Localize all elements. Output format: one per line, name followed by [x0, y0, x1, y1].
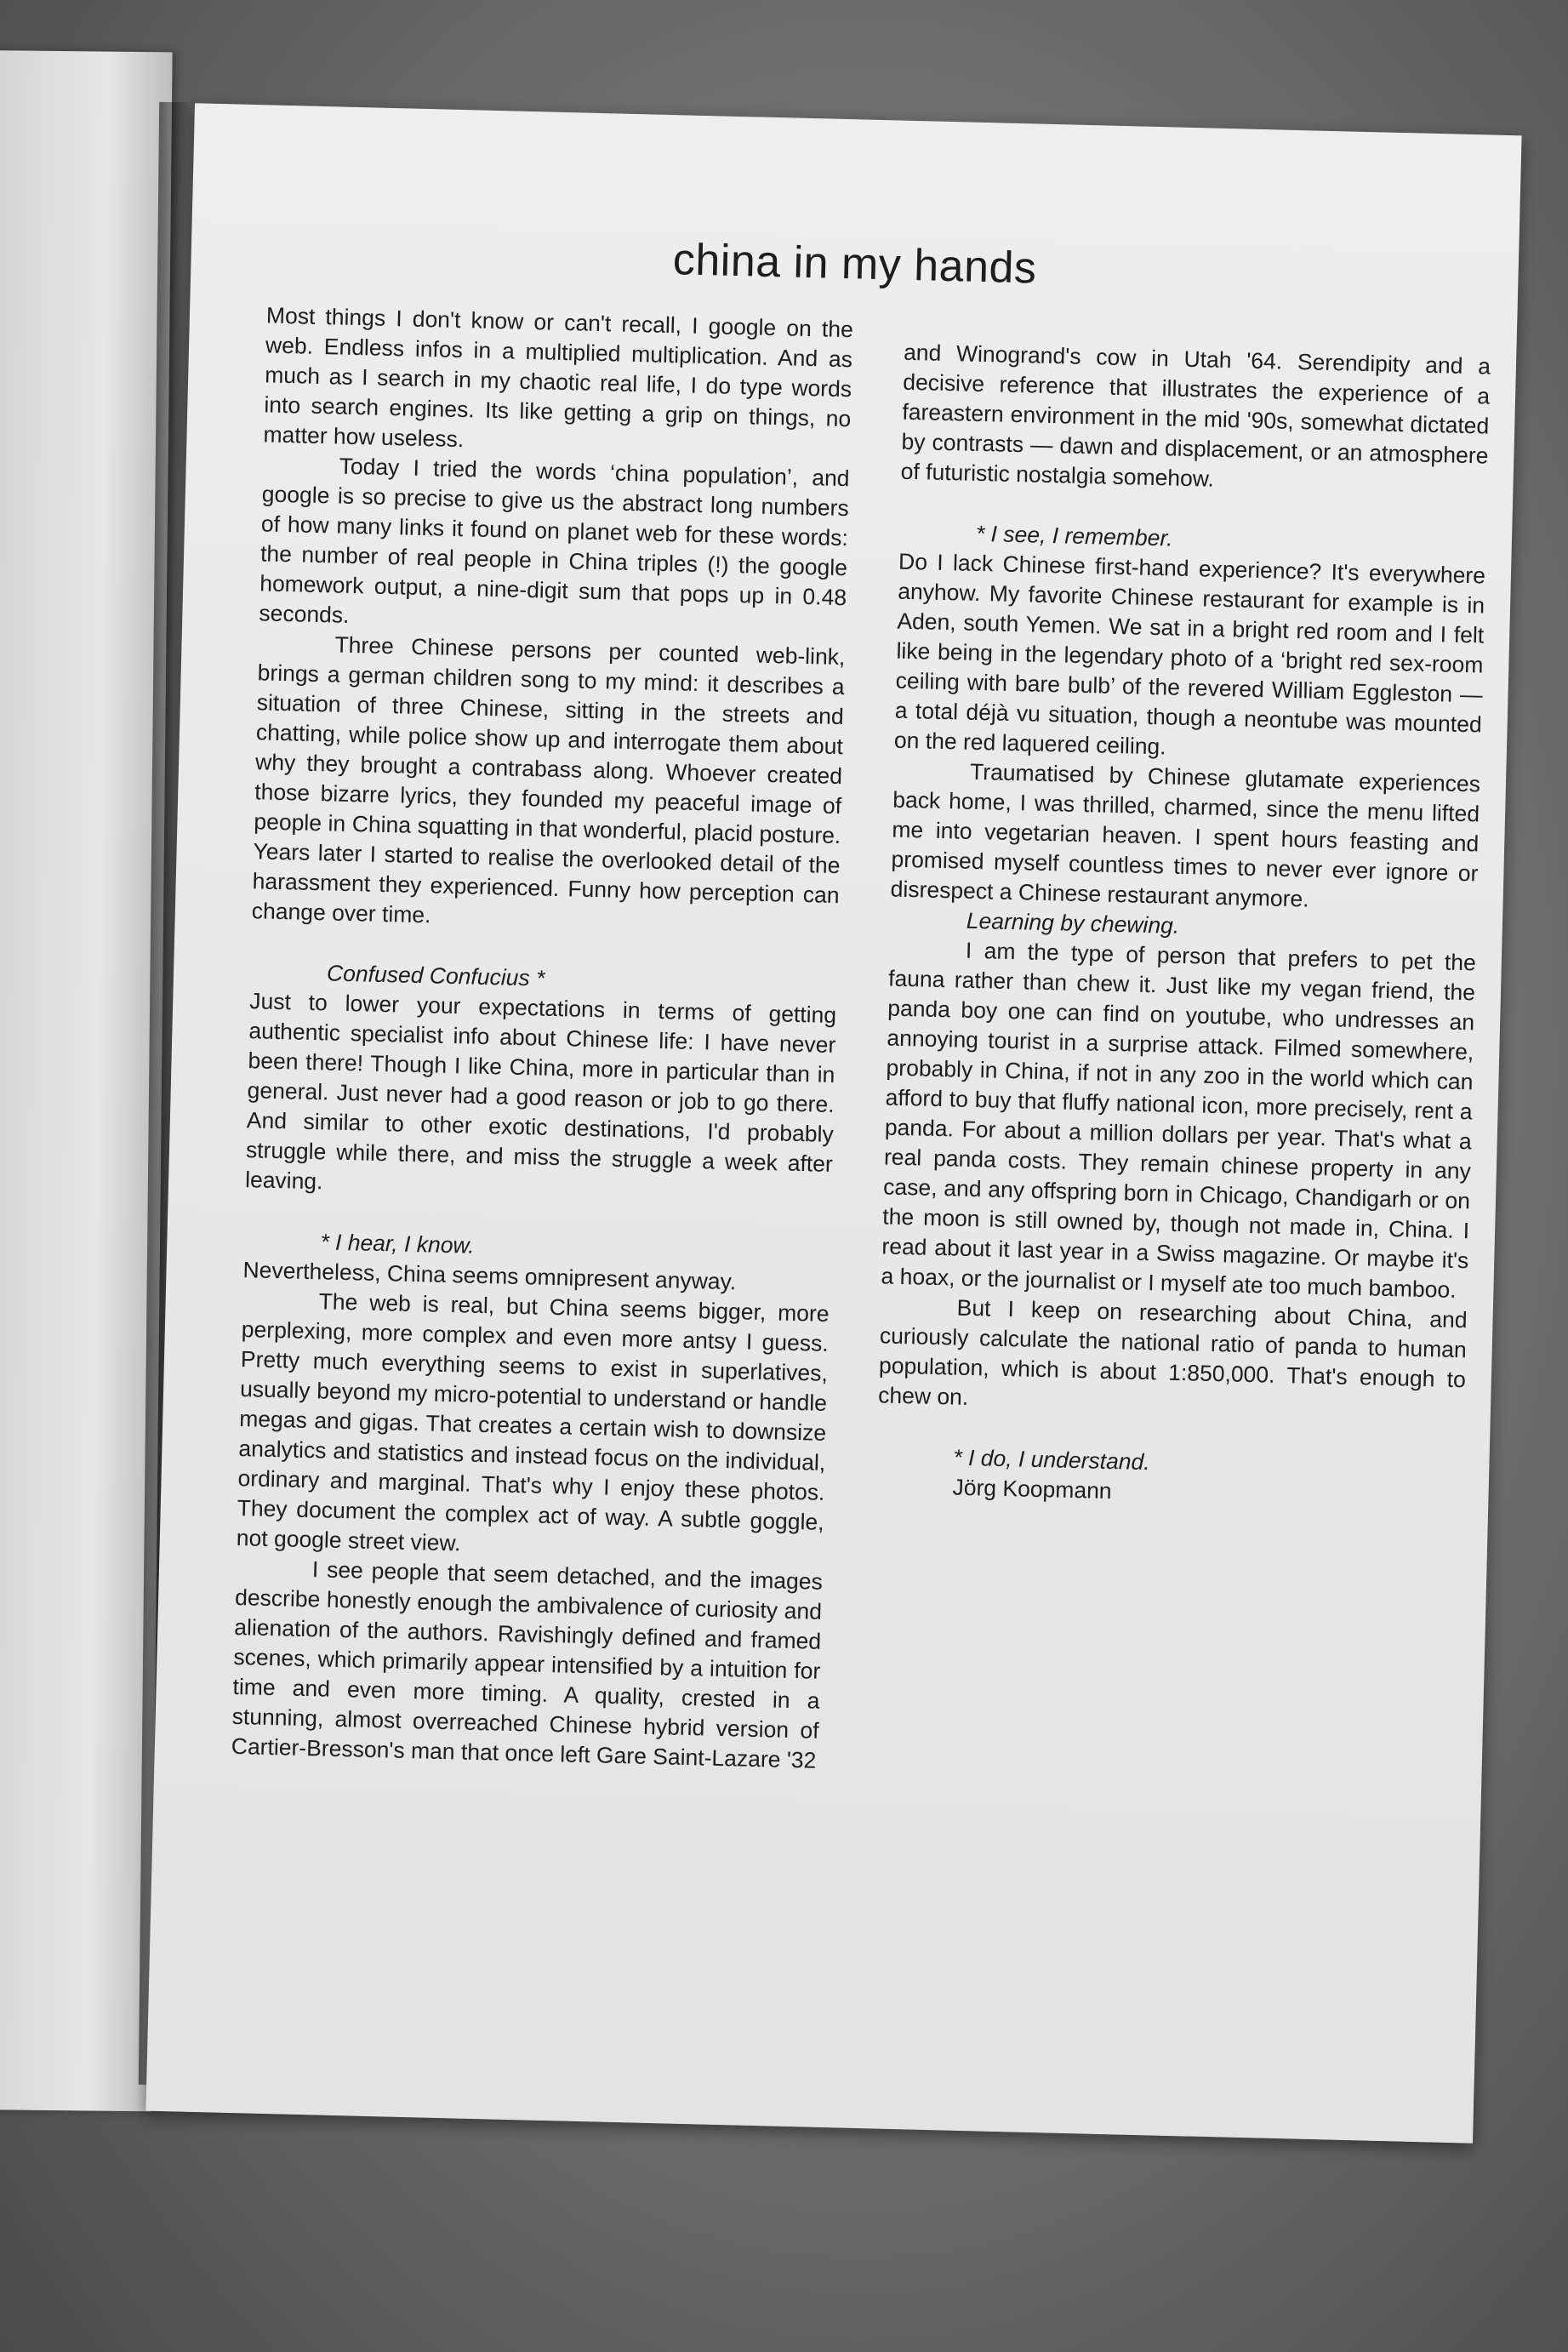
section-note: * I do, I understand.: [953, 1444, 1151, 1476]
section-note: * I see, I remember.: [975, 520, 1174, 551]
paragraph: The web is real, but China seems bigger, more perplexing, more complex and even more antsy I guess. Pretty much everything seems to exist in superlatives, usually beyond my micro-potential to understand or handle megas and gigas. That creates a certain wish to downsize analytics and statistics and instead focus on the individual, ordinary and marginal. That's why I enjoy these photos. They document the complex act of way. A subtle goggle, not google street view.: [236, 1288, 830, 1556]
author-name: Jörg Koopmann: [952, 1474, 1113, 1504]
paragraph: Just to lower your expectations in terms of getting authentic specialist info about Chinese life: I have never been there! Though I like China, more in particular than in general. Just never had a good reason or job to go there. And similar to other exotic destinations, I'd probably struggle while there, and miss the struggle a week after leaving.: [244, 988, 837, 1195]
section-heading: Confused Confucius *: [326, 960, 545, 991]
article-title: china in my hands: [672, 235, 1038, 294]
paragraph: I am the type of person that prefers to pet the fauna rather than chew it. Just like my vegan friend, the panda boy one can find on youtube, who undresses an annoying tourist in a surprise attack. Filmed somewhere, probably in China, if not in any zoo in the world which can afford to buy that fluffy national icon, more precisely, rent a panda. For about a million dollars per year. That's what a real panda costs. They remain chinese property in any case, and any offspring born in Chicago, Chandigarh or on the moon is still owned by, though not made in, China. I read about it last year in a Swiss magazine. Or maybe it's a hoax, or the journalist or I myself ate too much bamboo.: [881, 937, 1477, 1303]
paragraph: Most things I don't know or can't recall, I google on the web. Endless infos in a multiplied multiplication. And as much as I search in my chaotic real life, I do type words into search engines. Its like getting a grip on things, no matter how useless.: [263, 302, 854, 453]
section-note: * I hear, I know.: [320, 1229, 475, 1259]
paragraph: Traumatised by Chinese glutamate experiences back home, I was thrilled, charmed, since the menu lifted me into vegetarian heaven. I spent hours feasting and promised myself countless times to never ever ignore or disrespect a Chinese restaurant anymore.: [890, 758, 1481, 912]
paragraph: Today I tried the words ‘china population’, and google is so precise to give us the abstract long numbers of how many links it found on planet web for these words: the number of real people in China triples (!) the google homework output, a nine-digit sum that pops up in 0.48 seconds.: [259, 453, 850, 628]
magazine-page: [145, 103, 1521, 2143]
paragraph: Three Chinese persons per counted web-link, brings a german children song to my mind: it describes a situation of three Chinese, sitting in the streets and chatting, while police show up and interrogate them about why they brought a contrabass along. Whoever created those bizarre lyrics, they founded my peaceful image of people in China squatting in that wonderful, placid posture. Years later I started to realise the overlooked detail of the harassment they experienced. Funny how perception can change over time.: [251, 631, 846, 928]
paragraph: and Winogrand's cow in Utah '64. Serendipity and a decisive reference that illustrates the experience of a fareastern environment in the mid '90s, somewhat dictated by contrasts — dawn and displacement, or an atmosphere of futuristic nostalgia somehow.: [900, 339, 1491, 492]
paragraph: Do I lack Chinese first-hand experience? It's everywhere anyhow. My favorite Chinese restaurant for example is in Aden, south Yemen. We sat in a bright red room and I felt like being in the legendary photo of a ‘bright red sex-room ceiling with bare bulb’ of the revered William Eggleston — a total déjà vu situation, though a neontube was mounted on the red laquered ceiling.: [893, 548, 1486, 760]
section-note: Learning by chewing.: [966, 907, 1180, 939]
left-column: [231, 300, 853, 1775]
right-column: [875, 338, 1491, 1515]
paragraph: Nevertheless, China seems omnipresent anyway.: [242, 1257, 737, 1295]
paragraph: I see people that seem detached, and the images describe honestly enough the ambivalence of curiosity and alienation of the authors. Ravishingly defined and framed scenes, which primarily appear intensified by a intuition for time and even more timing. A quality, crested in a stunning, almost overreached Chinese hybrid version of Cartier-Bresson's man that once left Gare Saint-Lazare '32: [231, 1556, 824, 1773]
paragraph: But I keep on researching about China, and curiously calculate the national ratio of panda to human population, which is about 1:850,000. That's enough to chew on.: [877, 1294, 1468, 1410]
